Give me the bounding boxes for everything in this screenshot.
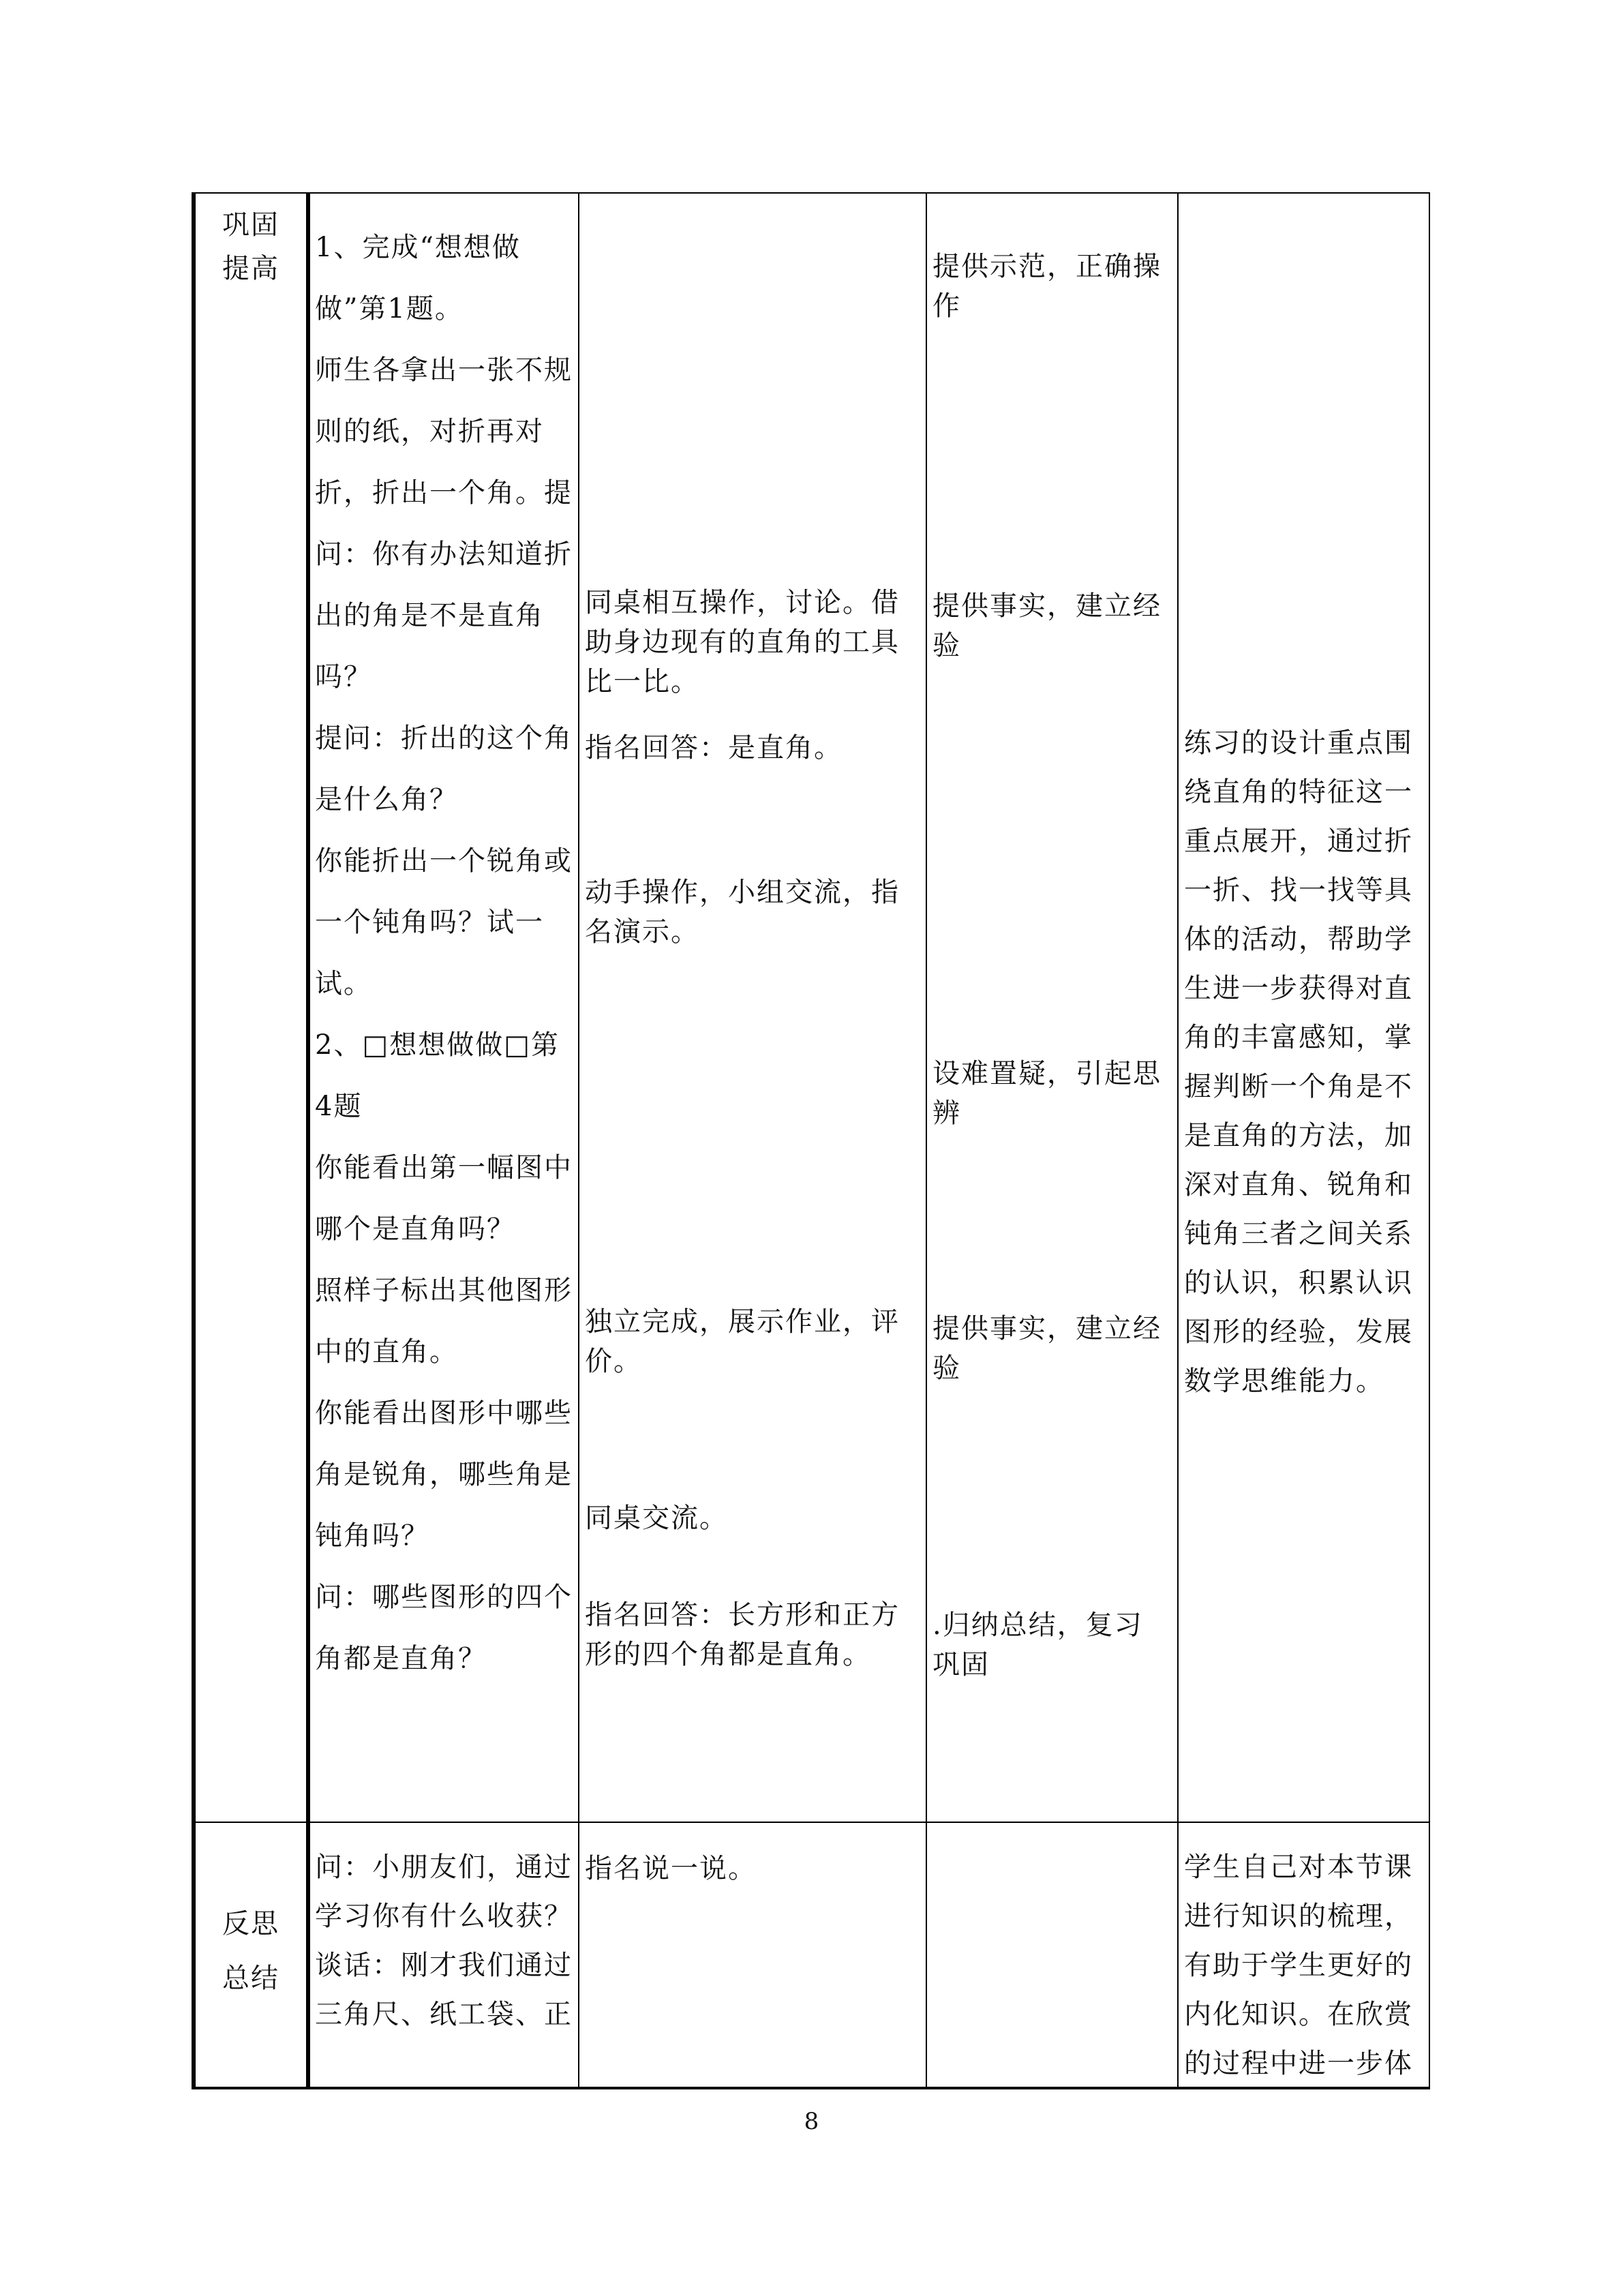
column-divider-3 [926,192,927,2089]
student-activity-text: 动手操作，小组交流，指名演示。 [585,877,900,948]
student-activity-text: 独立完成，展示作业，评价。 [585,1306,900,1377]
row-divider [192,1822,1430,1823]
intent-text: 提供事实，建立经验 [932,590,1162,661]
student-activity-item [585,1498,912,1538]
intent-text: 提供示范，正确操作 [932,251,1162,322]
stage-label-line: 总结 [222,1963,279,1994]
design-note-text: 练习的设计重点围绕直角的特征这一重点展开，通过折一折、找一找等具体的活动，帮助学生进一步获得对直角的丰富感知，掌握判断一个角是不是直角的方法，加深对直角、锐角和钝角三者之间关系的认识，积累认识图形的经验，发展数学思维能力。 [1184,727,1413,1397]
stage-label-reflect [196,1897,305,2006]
intent-item [932,586,1164,665]
table-border-top [192,192,1430,194]
student-activity-text: 同桌交流。 [585,1502,728,1534]
teacher-activity-item: 你能看出第一幅图中哪个是直角吗？ [315,1152,573,1245]
column-divider-4 [1177,192,1179,2089]
teacher-activity-item: 2、□想想做做□第4题 [315,1029,560,1122]
stage-label-line: 巩固 [222,209,279,241]
page-number: 8 [804,2108,819,2135]
intent-item [932,1309,1164,1388]
student-activity-item [585,873,912,952]
student-activity-item [585,1849,912,1888]
column-divider-2 [578,192,579,2089]
column-divider-1 [306,192,310,2089]
stage-label-consolidate [196,203,305,290]
teacher-activity-cell [315,1843,574,2039]
intent-item [932,1054,1164,1133]
table-border-right [1429,192,1430,2089]
teacher-activity-item: 1、完成“想想做做”第1题。 [315,232,521,324]
teacher-activity-item: 你能折出一个锐角或一个钝角吗？试一试。 [315,845,573,999]
design-note-cell [1184,719,1416,1406]
intent-text: 提供事实，建立经验 [932,1313,1162,1384]
intent-item [932,247,1164,326]
student-activity-item [585,728,912,768]
teacher-activity-item: 问：哪些图形的四个角都是直角？ [315,1582,573,1674]
design-note-cell [1184,1843,1416,2088]
student-activity-text: 指名说一说。 [585,1853,757,1884]
intent-text: 设难置疑，引起思辨 [932,1058,1162,1129]
design-note-text: 学生自己对本节课进行知识的梳理，有助于学生更好的内化知识。在欣赏的过程中进一步体 [1184,1852,1413,2079]
teacher-activity-cell [315,217,574,1689]
teacher-activity-item: 照样子标出其他图形中的直角。 [315,1275,573,1368]
teacher-activity-item: 问：小朋友们，通过学习你有什么收获？谈话：刚才我们通过三角尺、纸工袋、正 [315,1852,573,2030]
student-activity-item [585,1302,912,1381]
stage-label-line: 提高 [222,253,279,284]
stage-label-line: 反思 [222,1908,279,1939]
student-activity-text: 同桌相互操作，讨论。借助身边现有的直角的工具比一比。 [585,587,900,697]
intent-text: .归纳总结，复习巩固 [932,1610,1143,1680]
student-activity-item [585,583,912,701]
student-activity-text: 指名回答：长方形和正方形的四个角都是直角。 [585,1599,900,1670]
student-activity-item [585,1595,912,1674]
table-border-left [192,192,196,2089]
teacher-activity-item: 提问：折出的这个角是什么角？ [315,723,573,815]
teacher-activity-item: 师生各拿出一张不规则的纸，对折再对折，折出一个角。提问：你有办法知道折出的角是不是直角吗？ [315,354,573,693]
student-activity-text: 指名回答：是直角。 [585,732,843,764]
intent-item [932,1605,1164,1685]
teacher-activity-item: 你能看出图形中哪些角是锐角，哪些角是钝角吗？ [315,1398,573,1552]
